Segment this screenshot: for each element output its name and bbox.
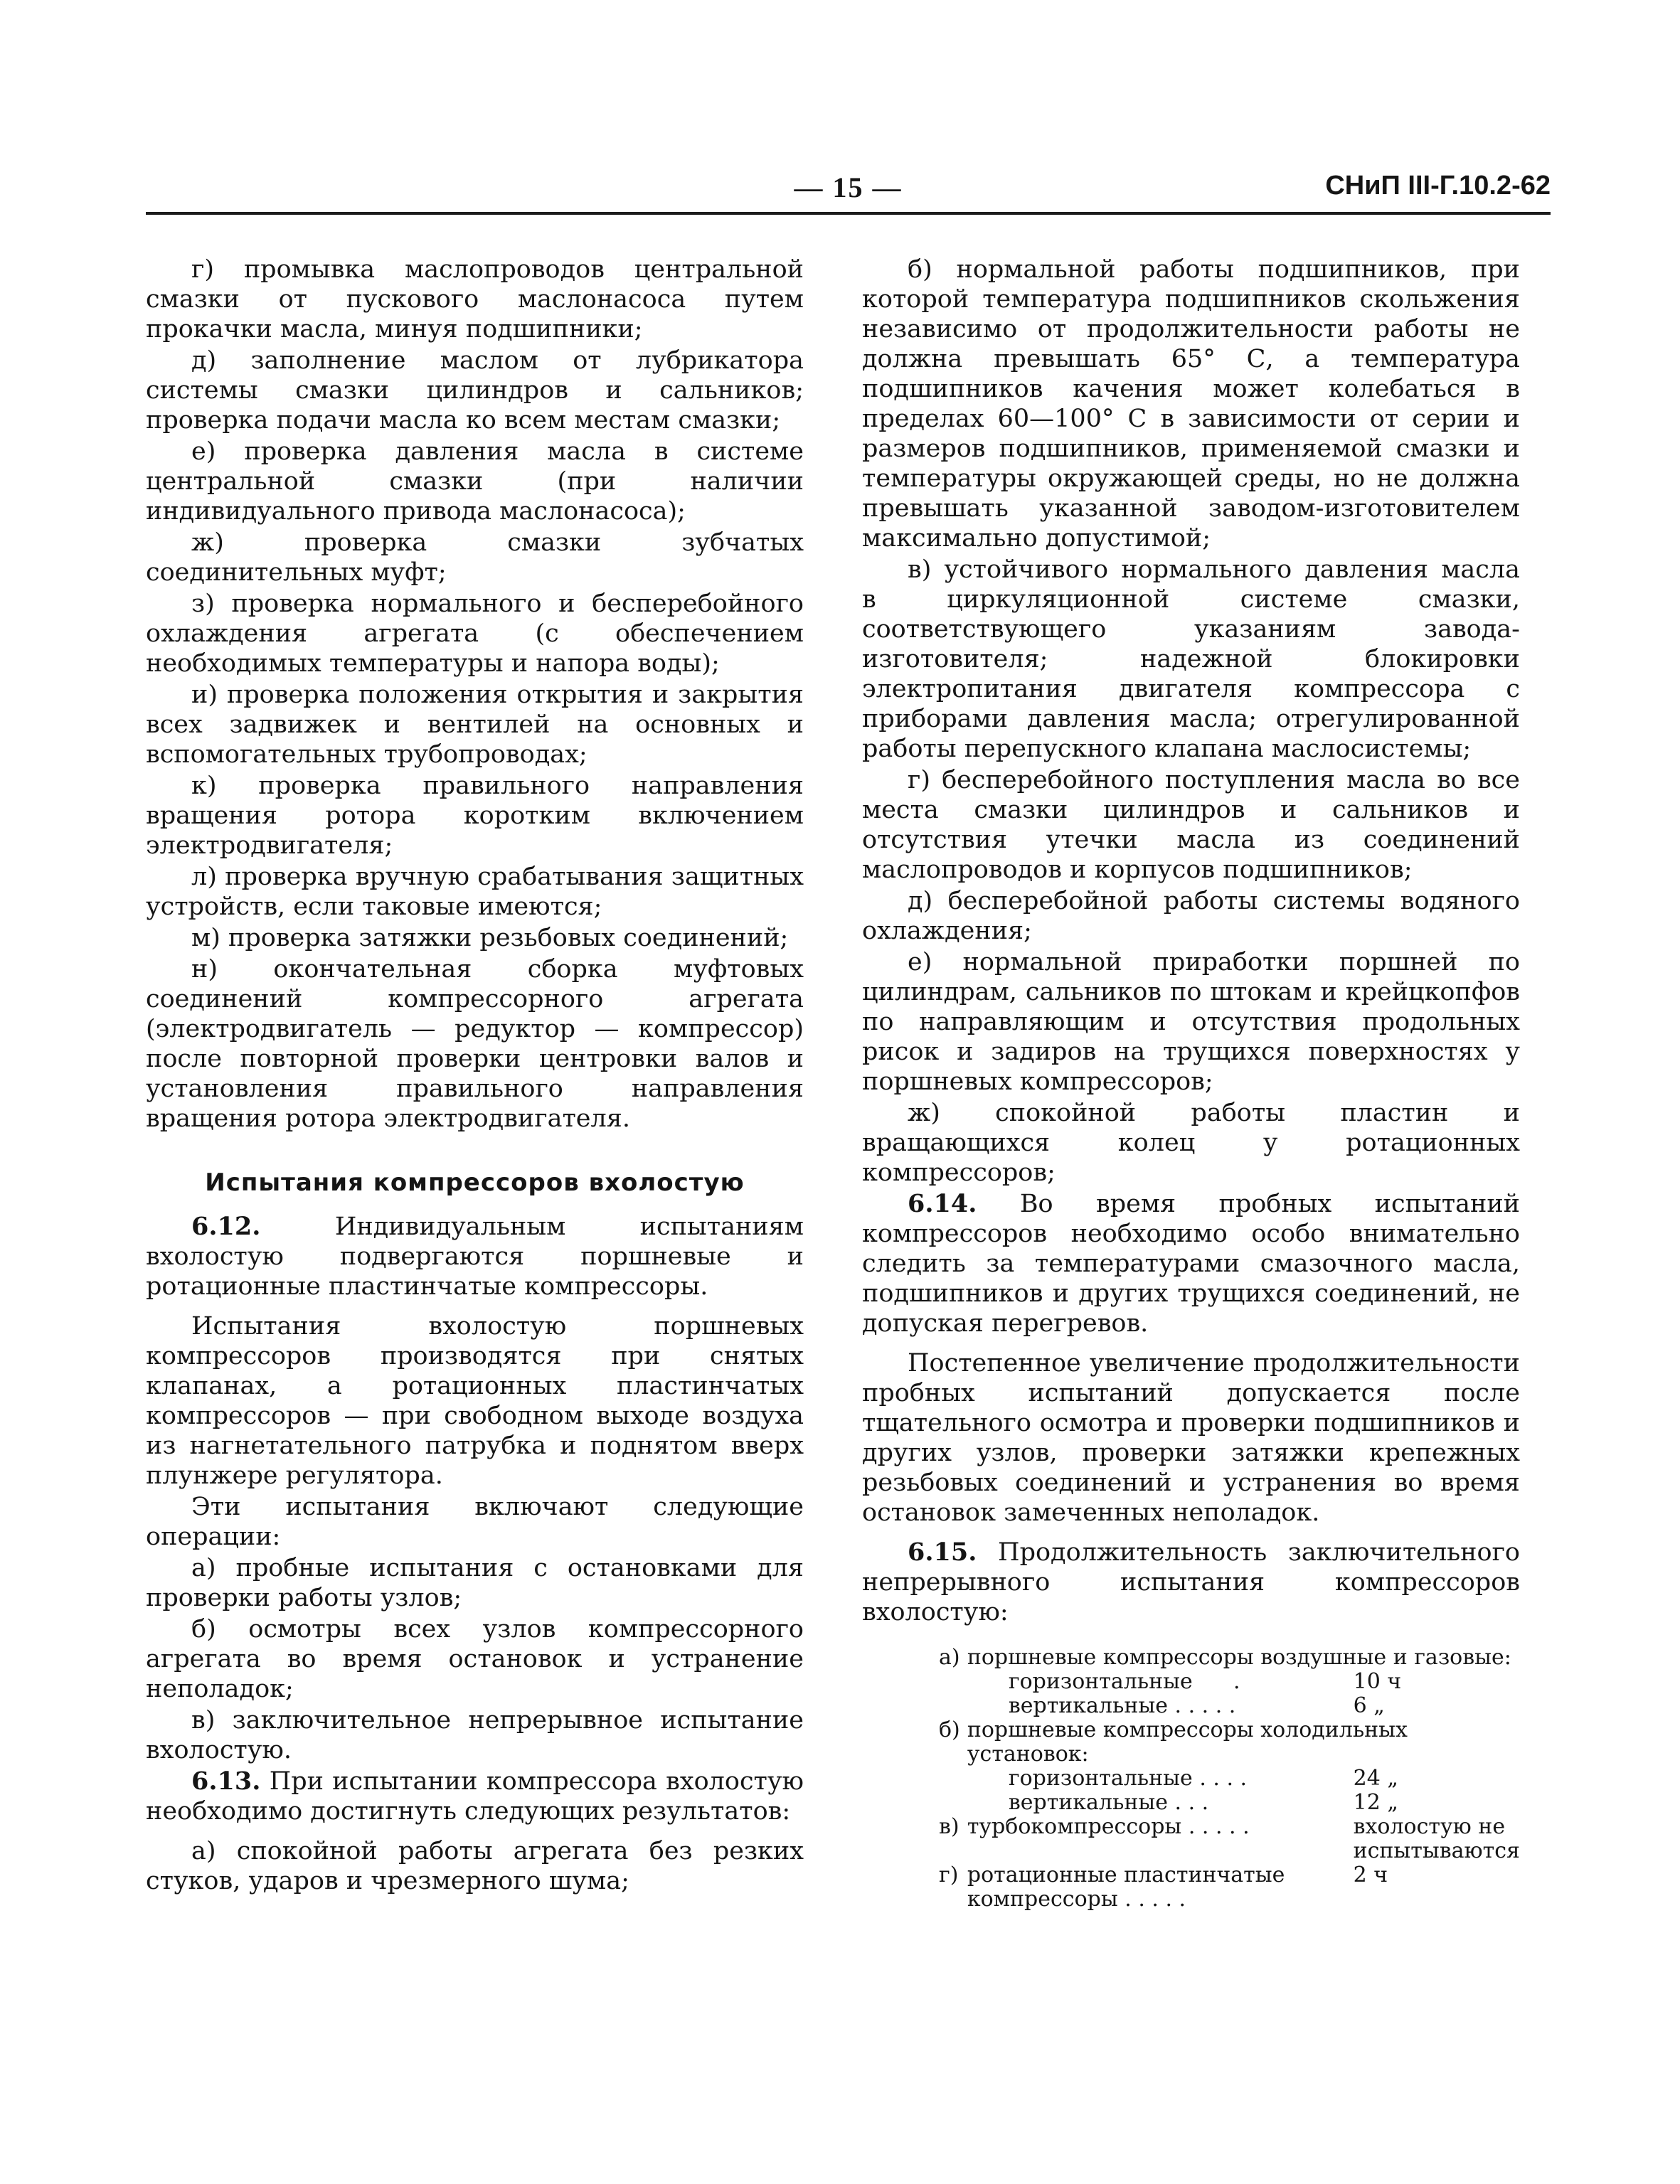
list-item: м) проверка затяжки резьбовых соединений; <box>191 924 789 952</box>
list-item: в) заключительное непрерывное испытание вхолостую. <box>146 1706 804 1764</box>
table-row <box>939 1767 1520 1791</box>
section-heading: Испытания компрессоров вхолостую <box>205 1168 745 1197</box>
item-value: 10 ч <box>1353 1669 1402 1694</box>
list-item: в) устойчивого нормального давления масла в циркуляционной системе смазки, соответствующего указаниям завода-изготовителя; надежной блокировки электропитания двигателя компрессора с приборами давления масла; отрегулированной работы перепускного клапана маслосистемы; <box>862 555 1520 763</box>
list-item: е) нормальной приработки поршней по цилиндрам, сальников по штокам и крейцкопфов по направляющим и отсутствия продольных рисок и задиров на трущихся поверхностях у поршневых компрессоров; <box>862 948 1520 1096</box>
list-item: з) проверка нормального и бесперебойного охлаждения агрегата (с обеспечением необходимых температуры и напора воды); <box>146 590 804 678</box>
header-rule <box>146 212 1551 215</box>
table-row <box>939 1863 1520 1912</box>
right-column <box>862 255 1520 1912</box>
table-row <box>939 1646 1520 1670</box>
clause-number: 6.12. <box>191 1212 261 1241</box>
list-item: а) пробные испытания с остановками для проверки работы узлов; <box>146 1554 804 1612</box>
clause-text: Индивидуальным испытаниям вхолостую подвергаются поршневые и ротационные пластинчатые компрессоры. <box>146 1213 804 1301</box>
clause-number: 6.13. <box>191 1767 261 1796</box>
page-header <box>146 165 1551 211</box>
paragraph: Эти испытания включают следующие операции: <box>146 1493 804 1551</box>
clause-6-13 <box>146 1767 804 1826</box>
item-letter: в) <box>939 1814 959 1839</box>
clause-text: Во время пробных испытаний компрессоров необходимо особо внимательно следить за температурами смазочного масла, подшипников и других трущихся соединений, не допуская перегревов. <box>862 1190 1520 1338</box>
list-item: г) промывка маслопроводов центральной смазки от пускового маслонасоса путем прокачки масла, минуя подшипники; <box>146 255 804 343</box>
clause-text: При испытании компрессора вхолостую необходимо достигнуть следующих результатов: <box>146 1767 804 1826</box>
left-column <box>146 255 804 1897</box>
item-value: 24 „ <box>1353 1766 1398 1791</box>
item-value: 2 ч <box>1353 1863 1388 1887</box>
table-row <box>939 1815 1520 1863</box>
document-code: СНиП III-Г.10.2-62 <box>1325 171 1551 201</box>
clause-number: 6.15. <box>908 1538 977 1567</box>
clause-6-12 <box>146 1212 804 1301</box>
list-item: б) осмотры всех узлов компрессорного агрегата во время остановок и устранение неполадок; <box>146 1615 804 1703</box>
list-item: б) нормальной работы подшипников, при которой температура подшипников скольжения независимо от продолжительности работы не должна превышать 65° С, а температура подшипников качения может колебаться в пределах 60—100° С в зависимости от серии и размеров подшипников, применяемой смазки и температуры окружающей среды, но не должна превышать указанной заводом-изготовителем максимально допустимой; <box>862 255 1520 553</box>
list-item: д) заполнение маслом от лубрикатора системы смазки цилиндров и сальников; проверка подачи масла ко всем местам смазки; <box>146 346 804 435</box>
item-sub: горизонтальные . . . . <box>1008 1766 1248 1791</box>
item-letter: г) <box>939 1863 959 1887</box>
list-item: к) проверка правильного направления вращения ротора коротким включением электродвигателя; <box>146 772 804 860</box>
table-row <box>939 1718 1520 1767</box>
list-item: л) проверка вручную срабатывания защитных устройств, если таковые имеются; <box>146 863 804 921</box>
table-row <box>939 1694 1520 1718</box>
item-sub: вертикальные . . . . . <box>1008 1693 1236 1718</box>
item-text: поршневые компрессоры холодильных установок: <box>967 1717 1408 1767</box>
clause-text: Продолжительность заключительного непрерывного испытания компрессоров вхолостую: <box>862 1538 1520 1626</box>
paragraph: Испытания вхолостую поршневых компрессоров производятся при снятых клапанах, а ротационных пластинчатых компрессоров — при свободном выходе воздуха из нагнетательного патрубка и поднятом вверх плунжере регулятора. <box>146 1312 804 1490</box>
item-text: турбокомпрессоры . . . . . <box>967 1814 1250 1839</box>
item-sub: вертикальные . . . <box>1008 1790 1209 1815</box>
item-letter: а) <box>939 1645 960 1670</box>
clause-number: 6.14. <box>908 1189 977 1218</box>
item-text: ротационные пластинчатые компрессоры . . . . . <box>967 1863 1285 1912</box>
item-value: вхолостую не испытываются <box>1353 1814 1520 1863</box>
item-sub: горизонтальные . <box>1008 1669 1240 1694</box>
list-item: г) бесперебойного поступления масла во все места смазки цилиндров и сальников и отсутствия утечки масла из соединений маслопроводов и корпусов подшипников; <box>862 766 1520 884</box>
clause-6-14 <box>862 1189 1520 1338</box>
item-text: поршневые компрессоры воздушные и газовые: <box>967 1645 1511 1670</box>
item-letter: б) <box>939 1717 960 1742</box>
item-value: 12 „ <box>1353 1790 1398 1815</box>
table-row <box>939 1791 1520 1815</box>
item-value: 6 „ <box>1353 1693 1385 1718</box>
list-item: ж) спокойной работы пластин и вращающихся колец у ротационных компрессоров; <box>862 1099 1520 1187</box>
page-number: — 15 — <box>794 171 903 203</box>
list-item: е) проверка давления масла в системе центральной смазки (при наличии индивидуального привода маслонасоса); <box>146 437 804 526</box>
paragraph: Постепенное увеличение продолжительности пробных испытаний допускается после тщательного осмотра и проверки подшипников и других узлов, проверки затяжки крепежных резьбовых соединений и устранения во время остановок замеченных неполадок. <box>862 1349 1520 1527</box>
list-item: ж) проверка смазки зубчатых соединительных муфт; <box>146 528 804 587</box>
durations-table <box>939 1646 1520 1912</box>
clause-6-15 <box>862 1538 1520 1627</box>
table-row <box>939 1670 1520 1694</box>
list-item: а) спокойной работы агрегата без резких стуков, ударов и чрезмерного шума; <box>146 1837 804 1895</box>
list-item: и) проверка положения открытия и закрытия всех задвижек и вентилей на основных и вспомогательных трубопроводах; <box>146 681 804 769</box>
list-item: н) окончательная сборка муфтовых соединений компрессорного агрегата (электродвигатель — редуктор — компрессор) после повторной проверки центровки валов и установления правильного направления вращения ротора электродвигателя. <box>146 955 804 1133</box>
list-item: д) бесперебойной работы системы водяного охлаждения; <box>862 887 1520 945</box>
